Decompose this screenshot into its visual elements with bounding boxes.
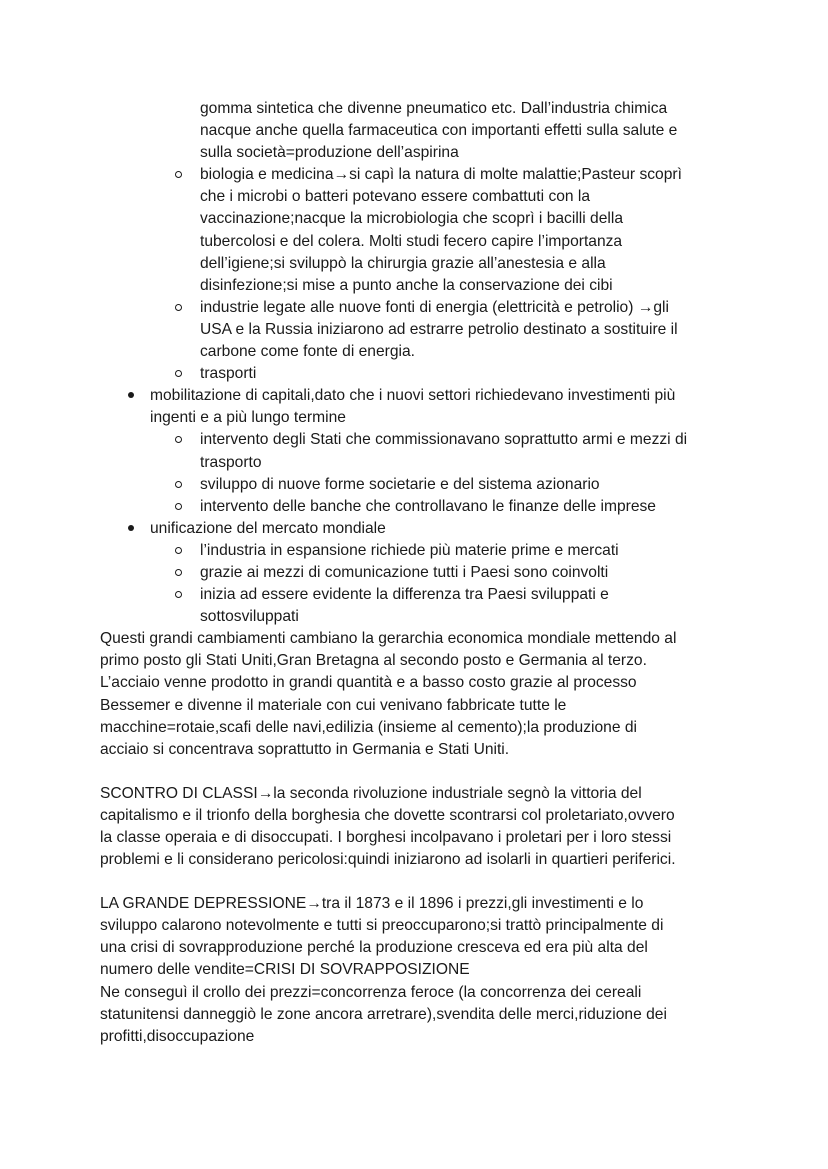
hollow-circle-bullet-icon: [172, 562, 184, 584]
text-line: grazie ai mezzi di comunicazione tutti i Paesi sono coinvolti: [200, 563, 609, 581]
text-line: biologia e medicina→si capì la natura di molte malattie;Pasteur scoprì: [200, 166, 682, 184]
hollow-circle-bullet-icon: [172, 540, 184, 562]
sub-bullet-banche: [100, 496, 728, 518]
text-line: trasporto: [200, 453, 262, 471]
text-line: sottosviluppati: [200, 608, 299, 626]
text-line: problemi e li considerano pericolosi:quindi iniziarono ad isolarli in quartieri periferici.: [100, 851, 676, 869]
sub-bullet-stati: [100, 429, 728, 473]
text-line: sviluppo di nuove forme societarie e del sistema azionario: [200, 475, 600, 493]
paragraph-grande-depressione: [100, 893, 728, 1048]
sub-bullet-sviluppati: [100, 584, 728, 628]
text-line: l’industria in espansione richiede più materie prime e mercati: [200, 541, 619, 559]
bullet-mercato: [100, 518, 728, 540]
text-line: la classe operaia e di disoccupati. I borghesi incolpavano i proletari per i loro stessi: [100, 829, 672, 846]
filled-dot-bullet-icon: [125, 518, 137, 540]
text-line: profitti,disoccupazione: [100, 1027, 255, 1045]
hollow-circle-bullet-icon: [172, 164, 184, 186]
text-line: sviluppo calarono notevolmente e tutti si preoccuparono;si trattò principalmente di: [100, 917, 664, 935]
text-line: una crisi di sovrapproduzione perché la produzione cresceva ed era più alta del: [100, 939, 648, 957]
text-line: tubercolosi e del colera. Molti studi fecero capire l’importanza: [200, 232, 623, 250]
text-line: carbone come fonte di energia.: [200, 343, 415, 361]
hollow-circle-bullet-icon: [172, 429, 184, 451]
paragraph-gerarchia: [100, 628, 728, 761]
text-line: L’acciaio venne prodotto in grandi quantità e a basso costo grazie al processo: [100, 674, 637, 692]
text-line: acciaio si concentrava soprattutto in Germania e Stati Uniti.: [100, 740, 510, 758]
text-line: inizia ad essere evidente la differenza tra Paesi sviluppati e: [200, 586, 609, 604]
sub-bullet-trasporti: [100, 363, 728, 385]
hollow-circle-bullet-icon: [172, 363, 184, 385]
hollow-circle-bullet-icon: [172, 297, 184, 319]
sub-bullet-biologia: [100, 164, 728, 297]
paragraph-spacer: [100, 871, 728, 893]
text-line: ingenti e a più lungo termine: [150, 409, 346, 427]
sub-bullet-comunicazione: [100, 562, 728, 584]
text-line: vaccinazione;nacque la microbiologia che scoprì i bacilli della: [200, 210, 623, 228]
text-line: trasporti: [200, 365, 257, 383]
text-line: Bessemer e divenne il materiale con cui venivano fabbricate tutte le: [100, 696, 567, 714]
sub-bullet-energia: [100, 297, 728, 363]
paragraph-spacer: [100, 761, 728, 783]
text-line: unificazione del mercato mondiale: [150, 519, 386, 537]
hollow-circle-bullet-icon: [172, 474, 184, 496]
text-line: SCONTRO DI CLASSI→la seconda rivoluzione industriale segnò la vittoria del: [100, 784, 642, 802]
text-line: intervento delle banche che controllavano le finanze delle imprese: [200, 497, 656, 515]
text-line: USA e la Russia iniziarono ad estrarre petrolio destinato a sostituire il: [200, 320, 678, 338]
sub-bullet-materie-prime: [100, 540, 728, 562]
text-line: intervento degli Stati che commissionavano soprattutto armi e mezzi di: [200, 431, 688, 449]
text-line: mobilitazione di capitali,dato che i nuovi settori richiedevano investimenti più: [150, 387, 676, 405]
hollow-circle-bullet-icon: [172, 584, 184, 606]
text-line: che i microbi o batteri potevano essere combattuti con la: [200, 188, 591, 206]
text-line: disinfezione;si mise a punto anche la conservazione dei cibi: [200, 276, 613, 294]
text-line: macchine=rotaie,scafi delle navi,edilizia (insieme al cemento);la produzione di: [100, 718, 637, 736]
filled-dot-bullet-icon: [125, 385, 137, 407]
text-line: sulla società=produzione dell’aspirina: [200, 144, 459, 162]
text-line: statunitensi danneggiò le zone ancora arretrare),svendita delle merci,riduzione dei: [100, 1005, 667, 1023]
text-line: gomma sintetica che divenne pneumatico etc. Dall’industria chimica: [200, 100, 668, 117]
sub-bullet-societarie: [100, 474, 728, 496]
text-line: dell’igiene;si sviluppò la chirurgia grazie all’anestesia e alla: [200, 254, 606, 272]
bullet-capitali: [100, 385, 728, 429]
text-line: Questi grandi cambiamenti cambiano la gerarchia economica mondiale mettendo al: [100, 630, 677, 648]
text-line: nacque anche quella farmaceutica con importanti effetti sulla salute e: [200, 122, 678, 140]
paragraph-scontro-di-classi: [100, 783, 728, 871]
text-line: LA GRANDE DEPRESSIONE→tra il 1873 e il 1896 i prezzi,gli investimenti e lo: [100, 895, 644, 913]
hollow-circle-bullet-icon: [172, 496, 184, 518]
continued-text: [100, 98, 728, 164]
text-line: capitalismo e il trionfo della borghesia che dovette scontrarsi col proletariato,ovvero: [100, 806, 675, 824]
text-line: numero delle vendite=CRISI DI SOVRAPPOSIZIONE: [100, 961, 470, 979]
text-line: Ne conseguì il crollo dei prezzi=concorrenza feroce (la concorrenza dei cereali: [100, 983, 642, 1001]
text-line: industrie legate alle nuove fonti di energia (elettricità e petrolio) →gli: [200, 298, 669, 316]
text-line: primo posto gli Stati Uniti,Gran Bretagna al secondo posto e Germania al terzo.: [100, 652, 647, 670]
